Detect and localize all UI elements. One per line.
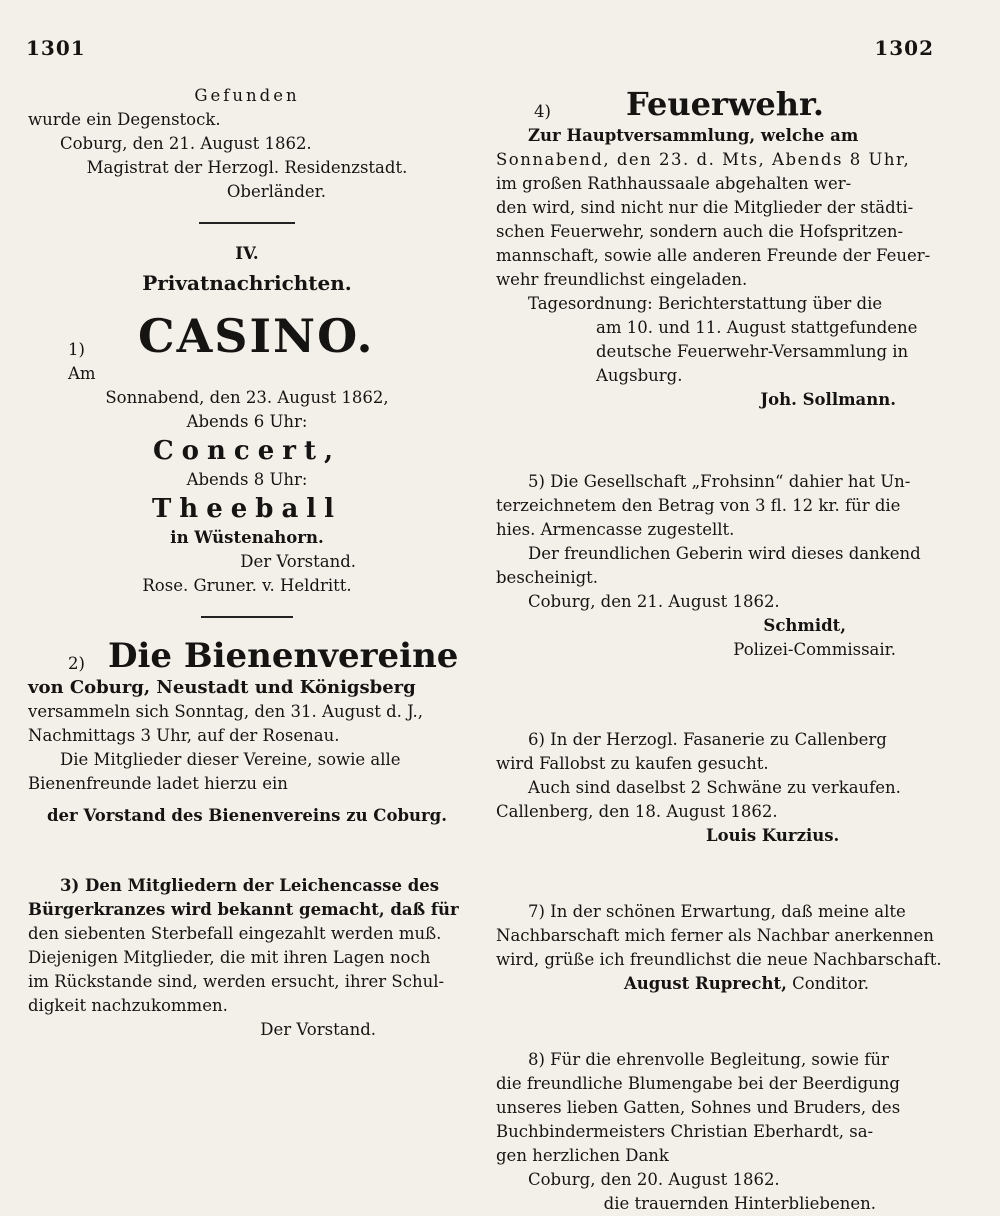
casino-number: 1) bbox=[68, 340, 85, 359]
frohsinn-role: Polizei-Commissair. bbox=[733, 640, 896, 659]
bees-text-2: versammeln sich Sonntag, den 31. August d. J., bbox=[28, 702, 423, 721]
casino-am: Am bbox=[68, 364, 96, 383]
thanks-text-5: gen herzlichen Dank bbox=[496, 1146, 669, 1165]
found-signature: Oberländer. bbox=[226, 182, 326, 201]
bees-title: Die Bienenvereine bbox=[108, 636, 459, 676]
fruit-text-3: Auch sind daselbst 2 Schwäne zu verkaufen. bbox=[528, 778, 901, 797]
neighbors-text-2: Nachbarschaft mich ferner als Nachbar anerkennen bbox=[496, 926, 934, 945]
casino-title: CASINO. bbox=[138, 309, 375, 363]
found-notice bbox=[28, 84, 466, 204]
neighbors-signature: August Ruprecht, bbox=[624, 974, 787, 993]
thanks-notice bbox=[496, 1048, 936, 1216]
funeral-text-2: Bürgerkranzes wird bekannt gemacht, daß für bbox=[28, 900, 459, 919]
casino-time-1: Abends 6 Uhr: bbox=[186, 412, 308, 431]
funeral-fund-notice bbox=[28, 874, 466, 1042]
fire-number: 4) bbox=[534, 102, 551, 121]
thanks-date: Coburg, den 20. August 1862. bbox=[528, 1170, 780, 1189]
neighbors-text-3: wird, grüße ich freundlichst die neue Nachbarschaft. bbox=[496, 950, 942, 969]
funeral-text-3: den siebenten Sterbefall eingezahlt werden muß. bbox=[28, 924, 442, 943]
neighbors-signature-line bbox=[496, 972, 936, 996]
section-title: Privatnachrichten. bbox=[142, 271, 352, 295]
thanks-text-3: unseres lieben Gatten, Sohnes und Bruders, des bbox=[496, 1098, 901, 1117]
frohsinn-text-5: bescheinigt. bbox=[496, 568, 599, 587]
thanks-text-4: Buchbindermeisters Christian Eberhardt, sa- bbox=[496, 1122, 874, 1141]
fire-text-5: schen Feuerwehr, sondern auch die Hofspritzen- bbox=[496, 222, 904, 241]
fire-agenda-1: Tagesordnung: Berichterstattung über die bbox=[528, 294, 883, 313]
fire-text-2: Sonnabend, den 23. d. Mts, Abends 8 Uhr, bbox=[496, 150, 911, 169]
fire-text-3: im großen Rathhaussaale abgehalten wer- bbox=[496, 174, 852, 193]
bees-text-3: Nachmittags 3 Uhr, auf der Rosenau. bbox=[28, 726, 340, 745]
frohsinn-notice bbox=[496, 470, 936, 662]
fruit-signature: Louis Kurzius. bbox=[706, 826, 840, 845]
fire-text-7: wehr freundlichst eingeladen. bbox=[496, 270, 748, 289]
frohsinn-text-2: terzeichnetem den Betrag von 3 fl. 12 kr. für die bbox=[496, 496, 901, 515]
neighbors-text-1: 7) In der schönen Erwartung, daß meine alte bbox=[528, 902, 906, 921]
bees-number: 2) bbox=[68, 654, 85, 673]
thanks-text-1: 8) Für die ehrenvolle Begleitung, sowie für bbox=[528, 1050, 889, 1069]
funeral-text-5: im Rückstande sind, werden ersucht, ihrer Schul- bbox=[28, 972, 445, 991]
funeral-signature: Der Vorstand. bbox=[260, 1020, 376, 1039]
fire-agenda-3: deutsche Feuerwehr-Versammlung in bbox=[596, 342, 909, 361]
casino-names: Rose. Gruner. v. Heldritt. bbox=[142, 576, 352, 595]
found-text: wurde ein Degenstock. bbox=[28, 110, 221, 129]
section-number: IV. bbox=[235, 244, 259, 263]
fire-text-1: Zur Hauptversammlung, welche am bbox=[528, 126, 859, 145]
funeral-text-6: digkeit nachzukommen. bbox=[28, 996, 228, 1015]
casino-notice bbox=[28, 310, 466, 598]
fire-text-6: mannschaft, sowie alle anderen Freunde der Feuer- bbox=[496, 246, 931, 265]
frohsinn-text-3: hies. Armencasse zugestellt. bbox=[496, 520, 735, 539]
divider bbox=[199, 222, 295, 224]
frohsinn-date: Coburg, den 21. August 1862. bbox=[528, 592, 780, 611]
found-title: Gefunden bbox=[194, 86, 300, 105]
bees-text-4: Die Mitglieder dieser Vereine, sowie alle bbox=[60, 750, 401, 769]
found-date: Coburg, den 21. August 1862. bbox=[60, 134, 312, 153]
fire-title: Feuerwehr. bbox=[626, 85, 825, 123]
funeral-text-4: Diejenigen Mitglieder, die mit ihren Lagen noch bbox=[28, 948, 431, 967]
frohsinn-signature: Schmidt, bbox=[763, 616, 846, 635]
fire-agenda-2: am 10. und 11. August stattgefundene bbox=[596, 318, 918, 337]
found-authority: Magistrat der Herzogl. Residenzstadt. bbox=[86, 158, 408, 177]
fruit-date: Callenberg, den 18. August 1862. bbox=[496, 802, 778, 821]
frohsinn-text-1: 5) Die Gesellschaft „Frohsinn“ dahier hat Un- bbox=[528, 472, 911, 491]
bees-text-5: Bienenfreunde ladet hierzu ein bbox=[28, 774, 288, 793]
casino-date: Sonnabend, den 23. August 1862, bbox=[105, 388, 389, 407]
thanks-signature: die trauernden Hinterbliebenen. bbox=[603, 1194, 876, 1213]
fruit-notice bbox=[496, 728, 936, 848]
bees-text-1: von Coburg, Neustadt und Königsberg bbox=[28, 677, 416, 698]
right-column bbox=[496, 84, 942, 1216]
bees-signature: der Vorstand des Bienenvereins zu Coburg. bbox=[47, 806, 447, 825]
fruit-text-1: 6) In der Herzogl. Fasanerie zu Callenberg bbox=[528, 730, 887, 749]
neighbors-role: Conditor. bbox=[792, 974, 870, 993]
funeral-text-1: 3) Den Mitgliedern der Leichencasse des bbox=[60, 876, 440, 895]
casino-place: in Wüstenahorn. bbox=[170, 528, 324, 547]
casino-ball: Theeball bbox=[151, 494, 343, 524]
fire-signature: Joh. Sollmann. bbox=[760, 390, 896, 409]
page-number-right: 1302 bbox=[874, 36, 934, 60]
fire-notice bbox=[496, 84, 936, 412]
page-number-left: 1301 bbox=[26, 36, 86, 60]
fire-text-4: den wird, sind nicht nur die Mitglieder der städti- bbox=[496, 198, 914, 217]
casino-concert: Concert, bbox=[152, 436, 342, 466]
casino-board: Der Vorstand. bbox=[240, 552, 356, 571]
neighbors-notice bbox=[496, 900, 942, 996]
casino-time-2: Abends 8 Uhr: bbox=[186, 470, 308, 489]
frohsinn-text-4: Der freundlichen Geberin wird dieses dankend bbox=[528, 544, 921, 563]
bees-notice bbox=[28, 636, 466, 828]
left-column bbox=[28, 84, 466, 1042]
fire-agenda-4: Augsburg. bbox=[596, 366, 683, 385]
thanks-text-2: die freundliche Blumengabe bei der Beerdigung bbox=[496, 1074, 900, 1093]
fruit-text-2: wird Fallobst zu kaufen gesucht. bbox=[496, 754, 769, 773]
divider bbox=[201, 616, 293, 618]
